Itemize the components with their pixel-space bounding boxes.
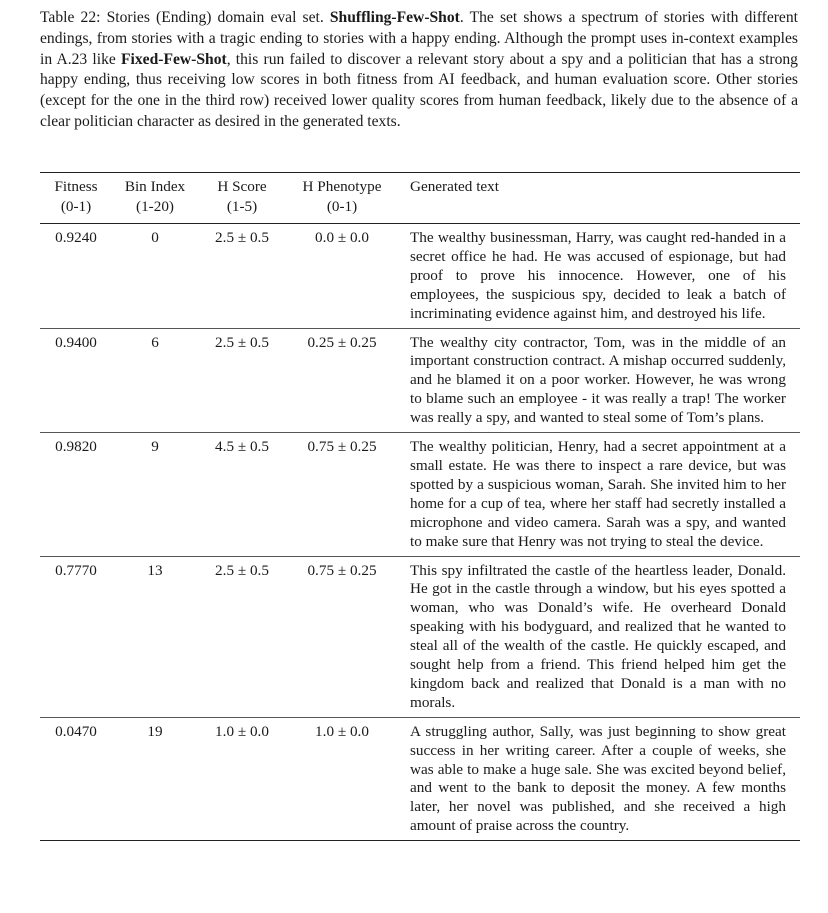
- cell-bin-index: 6: [151, 333, 159, 351]
- cell-h-score: 2.5 ± 0.5: [215, 561, 269, 579]
- cell-h-score: 4.5 ± 0.5: [215, 438, 269, 456]
- caption-suffix: , this run failed to discover a relevant story about a spy and a politician that has a strong happy ending, thus receiving low scores in both fitness from AI feedback, and human evaluation score. Other stories (except for the one in the third row) received lower quality scores from human feedback, likely due to the absence of a clear politician character as desired in the generated texts.: [40, 50, 798, 130]
- table-row: [40, 433, 800, 556]
- cell-h-score: 2.5 ± 0.5: [215, 333, 269, 351]
- header-h-phenotype: H Phenotype (0-1): [302, 178, 382, 215]
- table-caption: [40, 8, 798, 133]
- cell-fitness: 0.0470: [55, 722, 97, 740]
- cell-h-phenotype: 0.75 ± 0.25: [307, 438, 377, 456]
- header-generated-text: Generated text: [410, 178, 499, 195]
- cell-h-phenotype: 0.0 ± 0.0: [315, 229, 369, 246]
- cell-h-score: 2.5 ± 0.5: [215, 229, 269, 246]
- table-row: [40, 557, 800, 718]
- table-header: [40, 173, 800, 224]
- header-fitness: Fitness (0-1): [54, 178, 98, 215]
- cell-bin-index: 13: [147, 561, 163, 579]
- cell-fitness: 0.9820: [55, 438, 97, 456]
- cell-generated-text: The wealthy businessman, Harry, was caught red-handed in a secret office he had. He was accused of espionage, but had proof to prove his innocence. However, one of his employees, the suspicious spy, decided to leak a batch of incriminating evidence against him, and destroyed his life.: [410, 229, 786, 322]
- cell-generated-text: A struggling author, Sally, was just beginning to show great success in her writing career. After a couple of weeks, she was able to make a huge sale. She was excited beyond belief, and went to the bank to deposit the money. A few months later, her novel was published, and she received a high amount of praise across the country.: [410, 722, 786, 835]
- cell-fitness: 0.9240: [55, 229, 97, 246]
- cell-fitness: 0.7770: [55, 561, 97, 579]
- caption-middle: . The set shows a spectrum of stories with different endings, from stories with a tragic ending to stories with a happy ending. Although the prompt uses in-context examples in A.23 like: [40, 9, 798, 68]
- cell-generated-text: The wealthy politician, Henry, had a secret appointment at a small estate. He was there to inspect a rare device, but was spotted by a suspicious woman, Sarah. She invited him to her home for a cup of tea, where her staff had secretly installed a microphone and video camera. Sarah was a spy, and wanted to make sure that Henry was not trying to steal the device.: [410, 438, 786, 550]
- cell-h-phenotype: 0.25 ± 0.25: [307, 333, 377, 351]
- cell-h-score: 1.0 ± 0.0: [215, 722, 269, 740]
- results-table: [40, 172, 800, 841]
- table-row: [40, 224, 800, 329]
- cell-bin-index: 9: [151, 438, 159, 456]
- header-h-score: H Score (1-5): [217, 178, 267, 215]
- caption-method-name: Shuffling-Few-Shot: [329, 9, 460, 26]
- cell-generated-text: This spy infiltrated the castle of the heartless leader, Donald. He got in the castle through a window, but his eyes spotted a woman, who was Donald’s wife. He overheard Donald speaking with his bodyguard, and realized that he wanted to steal all of the wealth of the castle. He quickly escaped, and sought help from a friend. This friend helped him get the kingdom back and realized that Donald is a man with no morals.: [410, 561, 786, 711]
- cell-h-phenotype: 0.75 ± 0.25: [307, 561, 377, 579]
- table-row: [40, 329, 800, 434]
- table-row: [40, 718, 800, 840]
- cell-fitness: 0.9400: [55, 333, 97, 351]
- cell-bin-index: 0: [151, 229, 159, 246]
- caption-baseline-name: Fixed-Few-Shot: [121, 50, 227, 68]
- caption-prefix: Table 22: Stories (Ending) domain eval set.: [40, 9, 330, 26]
- cell-generated-text: The wealthy city contractor, Tom, was in the middle of an important construction contract. A mishap occurred suddenly, and he blamed it on a poor worker. However, he was wrong to blame such an employee - it was really a trap! The worker was really a spy, and wanted to steal some of Tom’s plans.: [410, 333, 786, 427]
- header-bin-index: Bin Index (1-20): [124, 178, 186, 215]
- cell-h-phenotype: 1.0 ± 0.0: [315, 722, 369, 740]
- cell-bin-index: 19: [147, 722, 163, 740]
